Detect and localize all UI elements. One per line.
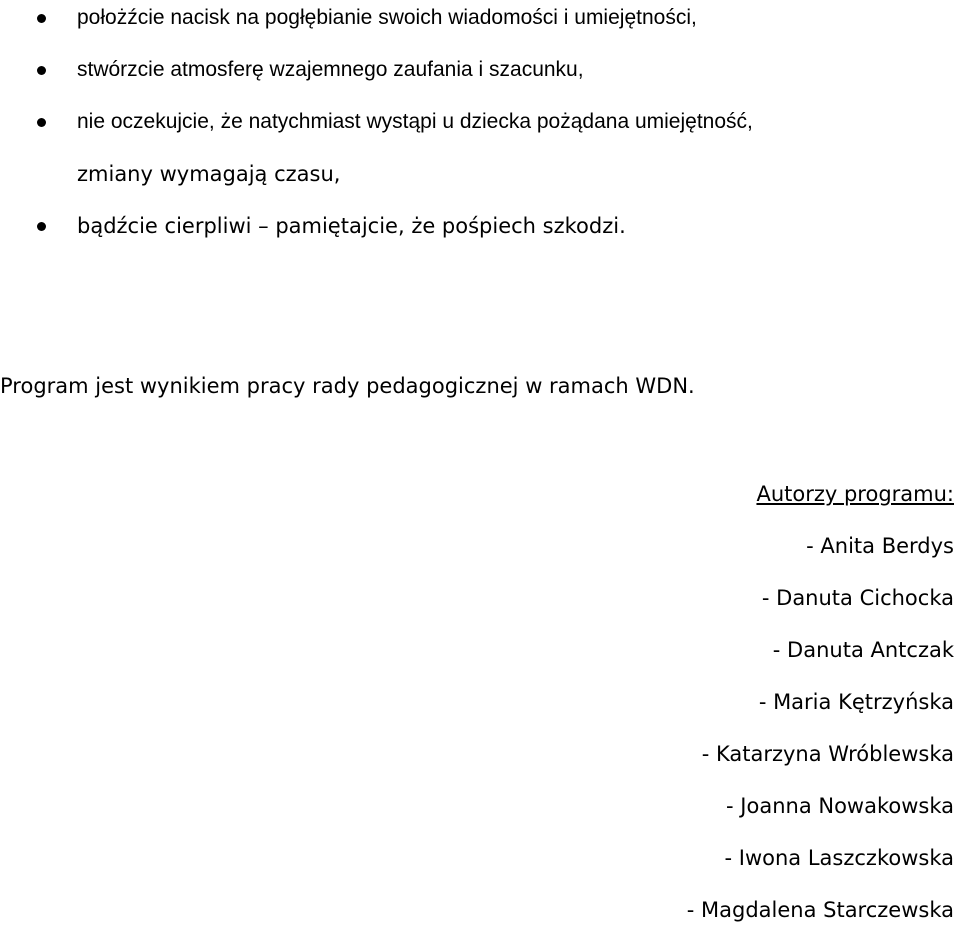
bullet-icon [37,118,46,127]
list-item: stwórzcie atmosferę wzajemnego zaufania i szacunku, [77,58,584,81]
author-name: - Danuta Antczak [772,638,954,662]
list-item: położźcie nacisk na pogłębianie swoich wiadomości i umiejętności, [77,6,697,29]
authors-heading: Autorzy programu: [756,482,954,506]
author-name: - Anita Berdys [806,534,954,558]
author-name: - Katarzyna Wróblewska [701,742,954,766]
list-item: bądźcie cierpliwi – pamiętajcie, że pośpiech szkodzi. [77,214,626,238]
author-name: - Danuta Cichocka [761,586,954,610]
bullet-icon [37,66,46,75]
list-item-continuation: zmiany wymagają czasu, [77,162,341,186]
author-name: - Magdalena Starczewska [686,898,954,922]
bullet-icon [37,222,46,231]
author-name: - Joanna Nowakowska [726,794,954,818]
author-name: - Iwona Laszczkowska [724,846,954,870]
author-name: - Maria Kętrzyńska [758,690,954,714]
program-statement: Program jest wynikiem pracy rady pedagogicznej w ramach WDN. [0,374,695,398]
list-item: nie oczekujcie, że natychmiast wystąpi u dziecka pożądana umiejętność, [77,110,753,133]
bullet-icon [37,14,46,23]
